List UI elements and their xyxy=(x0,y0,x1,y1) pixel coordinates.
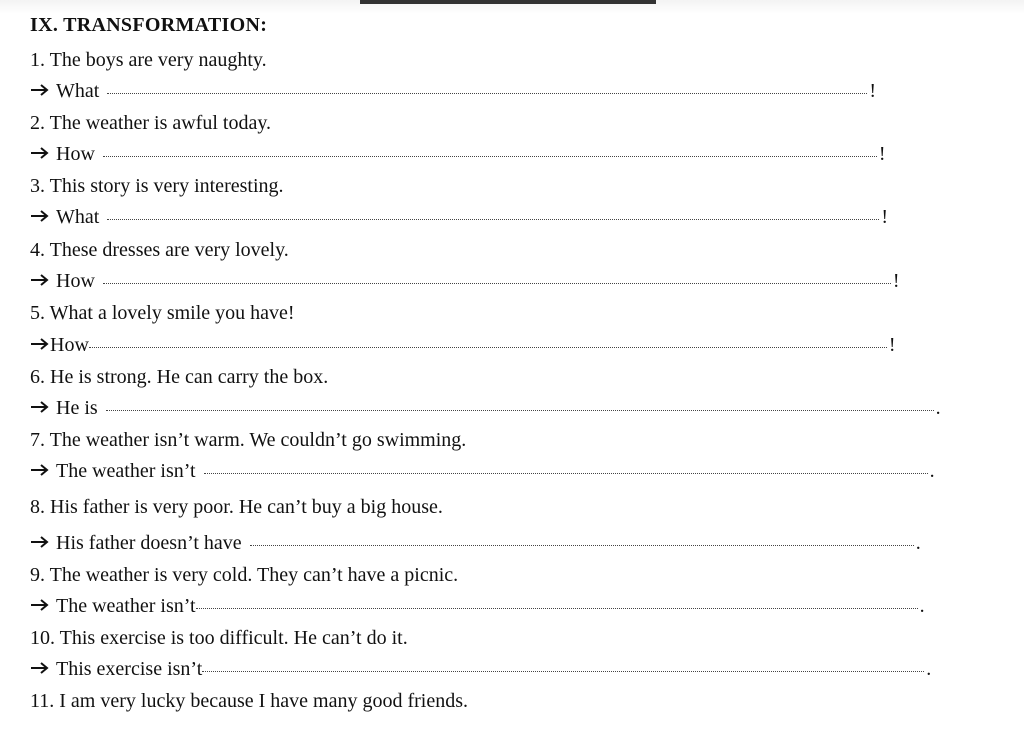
question-4: 4. These dresses are very lovely. xyxy=(30,239,289,261)
answer-blank[interactable] xyxy=(202,670,924,672)
right-arrow-icon xyxy=(30,463,50,477)
right-arrow-icon xyxy=(30,146,50,160)
right-arrow-icon xyxy=(30,598,50,612)
question-10: 10. This exercise is too difficult. He can’t do it. xyxy=(30,627,408,649)
answer-end-mark: . xyxy=(929,460,935,482)
question-9: 9. The weather is very cold. They can’t have a picnic. xyxy=(30,564,459,586)
answer-line-5 xyxy=(30,334,896,357)
answer-prompt: The weather isn’t xyxy=(56,460,196,482)
right-arrow-icon xyxy=(30,273,50,287)
answer-end-mark: . xyxy=(935,397,941,419)
answer-prompt: He is xyxy=(56,397,98,419)
section-title: IX. TRANSFORMATION: xyxy=(30,14,268,36)
answer-line-2 xyxy=(30,143,886,166)
question-7: 7. The weather isn’t warm. We couldn’t go swimming. xyxy=(30,429,467,451)
answer-blank[interactable] xyxy=(107,92,867,94)
right-arrow-icon xyxy=(30,209,50,223)
answer-end-mark: ! xyxy=(869,80,876,102)
right-arrow-icon xyxy=(30,535,50,549)
right-arrow-icon xyxy=(30,83,50,97)
answer-blank[interactable] xyxy=(107,218,879,220)
answer-blank[interactable] xyxy=(204,472,928,474)
answer-end-mark: ! xyxy=(878,143,886,165)
right-arrow-icon xyxy=(30,400,50,414)
answer-line-7 xyxy=(30,460,935,483)
answer-prompt: His father doesn’t have xyxy=(56,532,242,554)
answer-blank[interactable] xyxy=(106,409,934,411)
answer-end-mark: . xyxy=(926,658,932,680)
answer-line-6 xyxy=(30,397,941,420)
answer-end-mark: ! xyxy=(888,334,896,356)
answer-prompt: What xyxy=(56,80,100,102)
answer-prompt: The weather isn’t xyxy=(56,595,196,617)
answer-line-8 xyxy=(30,532,921,555)
answer-prompt: What xyxy=(56,206,100,228)
answer-line-10 xyxy=(30,658,931,681)
answer-prompt: How xyxy=(56,143,95,165)
answer-line-3 xyxy=(30,206,888,229)
question-1: 1. The boys are very naughty. xyxy=(30,49,267,71)
answer-end-mark: ! xyxy=(881,206,888,228)
answer-line-9 xyxy=(30,595,925,618)
answer-end-mark: . xyxy=(919,595,925,617)
question-3: 3. This story is very interesting. xyxy=(30,175,284,197)
answer-blank[interactable] xyxy=(250,544,914,546)
top-divider xyxy=(360,0,656,4)
answer-prompt: This exercise isn’t xyxy=(56,658,203,680)
question-8: 8. His father is very poor. He can’t buy a big house. xyxy=(30,496,443,518)
answer-prompt: How xyxy=(50,334,89,356)
answer-prompt: How xyxy=(56,270,95,292)
answer-blank[interactable] xyxy=(103,282,891,284)
right-arrow-icon xyxy=(30,661,50,675)
question-11: 11. I am very lucky because I have many good friends. xyxy=(30,690,468,712)
answer-line-1 xyxy=(30,80,876,103)
answer-blank[interactable] xyxy=(89,346,887,348)
answer-line-4 xyxy=(30,270,900,293)
question-5: 5. What a lovely smile you have! xyxy=(30,302,295,324)
question-2: 2. The weather is awful today. xyxy=(30,112,272,134)
question-6: 6. He is strong. He can carry the box. xyxy=(30,366,329,388)
answer-end-mark: . xyxy=(915,532,921,554)
answer-end-mark: ! xyxy=(892,270,900,292)
right-arrow-icon xyxy=(30,337,50,351)
answer-blank[interactable] xyxy=(103,155,877,157)
answer-blank[interactable] xyxy=(196,607,918,609)
